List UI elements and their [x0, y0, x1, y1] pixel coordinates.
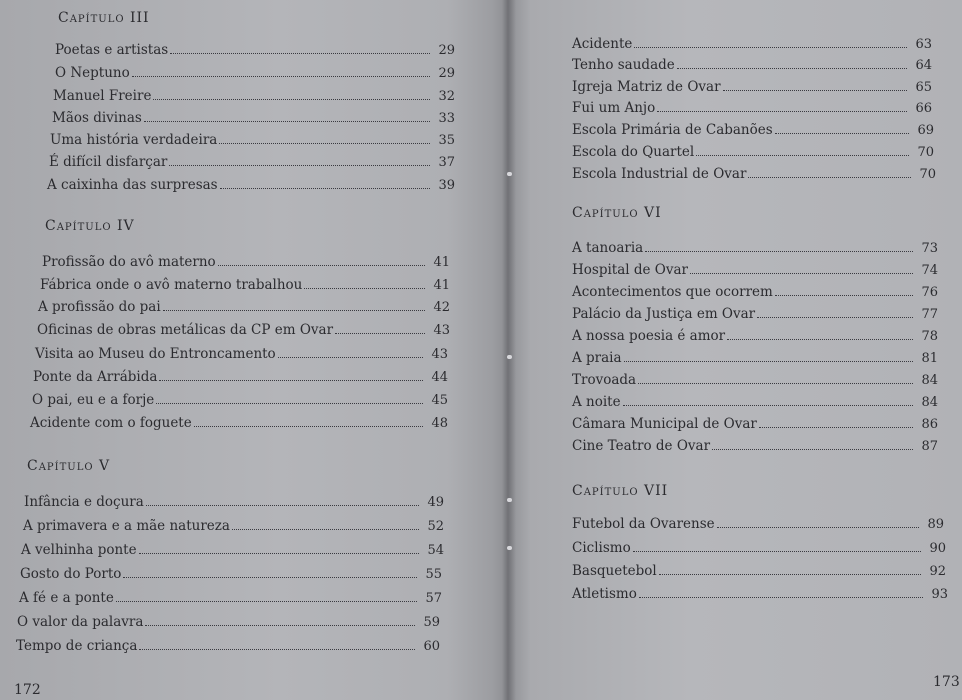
dot-leader: [717, 527, 919, 528]
toc-entry: [572, 324, 938, 344]
entry-page: 92: [929, 564, 946, 579]
toc-entry: [572, 75, 932, 95]
toc-entry: [572, 346, 938, 366]
entry-title: Acidente com o foguete: [30, 415, 192, 431]
page-number: 173: [933, 674, 960, 690]
toc-entry: [23, 514, 444, 534]
entry-title: O Neptuno: [55, 65, 130, 81]
entry-page: 32: [438, 89, 455, 104]
toc-entry: [572, 512, 944, 532]
dot-leader: [139, 649, 415, 650]
entry-page: 70: [919, 167, 936, 182]
entry-page: 64: [915, 58, 932, 73]
toc-entry: [30, 411, 448, 431]
entry-page: 69: [917, 123, 934, 138]
dot-leader: [712, 449, 913, 450]
dot-leader: [156, 403, 423, 404]
dot-leader: [775, 295, 913, 296]
toc-entry: [572, 162, 936, 182]
entry-page: 77: [921, 307, 938, 322]
dot-leader: [727, 339, 913, 340]
entry-title: Câmara Municipal de Ovar: [572, 416, 757, 432]
entry-page: 74: [921, 263, 938, 278]
entry-page: 86: [921, 417, 938, 432]
entry-page: 48: [431, 416, 448, 431]
entry-title: Escola do Quartel: [572, 144, 695, 160]
entry-page: 44: [431, 370, 448, 385]
chapter-heading: Capítulo VI: [572, 205, 662, 221]
dot-leader: [194, 426, 423, 427]
toc-entry: [20, 562, 442, 582]
entry-title: Trovoada: [572, 372, 637, 388]
toc-entry: [572, 280, 938, 300]
toc-entry: [572, 96, 932, 116]
dot-leader: [638, 383, 913, 384]
entry-page: 39: [438, 178, 455, 193]
entry-title: Oficinas de obras metálicas da CP em Ovar: [37, 322, 334, 338]
dot-leader: [639, 597, 923, 598]
entry-page: 35: [438, 133, 455, 148]
entry-page: 49: [427, 495, 444, 510]
toc-entry: [55, 38, 455, 58]
entry-page: 29: [438, 43, 455, 58]
dot-leader: [304, 288, 425, 289]
toc-entry: [16, 634, 440, 654]
entry-title: Futebol da Ovarense: [572, 516, 715, 532]
entry-title: Acidente: [572, 36, 633, 52]
dot-leader: [146, 505, 419, 506]
entry-title: Hospital de Ovar: [572, 262, 688, 278]
entry-title: Escola Primária de Cabanões: [572, 122, 773, 138]
toc-entry: [42, 250, 450, 270]
entry-page: 41: [433, 278, 450, 293]
dot-leader: [645, 251, 913, 252]
entry-page: 84: [921, 395, 938, 410]
toc-entry: [572, 434, 938, 454]
dot-leader: [163, 310, 425, 311]
entry-page: 45: [431, 393, 448, 408]
entry-page: 76: [921, 285, 938, 300]
entry-page: 60: [423, 639, 440, 654]
entry-page: 59: [423, 615, 440, 630]
entry-page: 43: [433, 323, 450, 338]
toc-entry: [572, 118, 934, 138]
binding-stitch: [507, 498, 512, 502]
binding-stitch: [507, 172, 512, 176]
dot-leader: [116, 601, 417, 602]
entry-page: 55: [425, 567, 442, 582]
toc-entry: [572, 368, 938, 388]
dot-leader: [690, 273, 913, 274]
toc-entry: [572, 559, 946, 579]
entry-page: 37: [438, 155, 455, 170]
dot-leader: [759, 427, 913, 428]
dot-leader: [634, 47, 907, 48]
chapter-heading: Capítulo V: [27, 458, 111, 474]
entry-page: 78: [921, 329, 938, 344]
toc-entry: [572, 536, 946, 556]
entry-title: Infância e doçura: [24, 494, 144, 510]
book-gutter: [502, 0, 516, 700]
entry-page: 52: [427, 519, 444, 534]
toc-entry: [37, 318, 450, 338]
binding-stitch: [507, 355, 512, 359]
entry-page: 54: [427, 543, 444, 558]
dot-leader: [633, 551, 921, 552]
entry-title: Tempo de criança: [16, 638, 138, 654]
entry-title: Basquetebol: [572, 563, 657, 579]
entry-title: Manuel Freire: [53, 88, 152, 104]
entry-page: 65: [915, 80, 932, 95]
toc-entry: [47, 173, 455, 193]
entry-title: Acontecimentos que ocorrem: [572, 284, 773, 300]
entry-title: Poetas e artistas: [55, 42, 169, 58]
entry-title: A profissão do pai: [38, 299, 161, 315]
entry-page: 87: [921, 439, 938, 454]
chapter-heading: Capítulo IV: [45, 218, 135, 234]
entry-page: 63: [915, 37, 932, 52]
entry-page: 42: [433, 300, 450, 315]
dot-leader: [132, 76, 430, 77]
dot-leader: [696, 155, 909, 156]
dot-leader: [232, 529, 419, 530]
toc-entry: [24, 490, 444, 510]
dot-leader: [335, 333, 425, 334]
dot-leader: [145, 625, 415, 626]
entry-title: Visita ao Museu do Entroncamento: [35, 346, 276, 362]
entry-title: Fui um Anjo: [572, 100, 656, 116]
entry-page: 90: [929, 541, 946, 556]
entry-page: 70: [917, 145, 934, 160]
entry-page: 57: [425, 591, 442, 606]
dot-leader: [748, 177, 911, 178]
entry-page: 41: [433, 255, 450, 270]
toc-entry: [19, 586, 442, 606]
toc-entry: [40, 273, 450, 293]
entry-title: Uma história verdadeira: [50, 132, 218, 148]
entry-title: A primavera e a mãe natureza: [23, 518, 230, 534]
right-page: [508, 0, 962, 700]
entry-title: A velhinha ponte: [21, 542, 137, 558]
dot-leader: [657, 111, 907, 112]
dot-leader: [623, 405, 913, 406]
toc-entry: [33, 365, 448, 385]
toc-entry: [572, 140, 934, 160]
entry-page: 66: [915, 101, 932, 116]
toc-entry: [52, 106, 455, 126]
entry-title: Profissão do avô materno: [42, 254, 216, 270]
entry-page: 93: [931, 587, 948, 602]
toc-entry: [572, 258, 938, 278]
toc-entry: [572, 390, 938, 410]
toc-entry: [572, 582, 948, 602]
toc-entry: [35, 342, 448, 362]
entry-title: Tenho saudade: [572, 57, 675, 73]
entry-title: Fábrica onde o avô materno trabalhou: [40, 277, 303, 293]
entry-title: O pai, eu e a forje: [32, 392, 155, 408]
entry-title: A noite: [572, 394, 621, 410]
entry-page: 73: [921, 241, 938, 256]
dot-leader: [123, 577, 417, 578]
entry-title: É difícil disfarçar: [49, 154, 168, 170]
entry-title: Atletismo: [572, 586, 637, 602]
entry-title: Igreja Matriz de Ovar: [572, 79, 721, 95]
dot-leader: [775, 133, 909, 134]
chapter-heading: Capítulo VII: [572, 483, 669, 499]
dot-leader: [159, 380, 423, 381]
entry-title: O valor da palavra: [17, 614, 144, 630]
toc-entry: [21, 538, 444, 558]
entry-title: Mãos divinas: [52, 110, 142, 126]
entry-title: A praia: [572, 350, 622, 366]
entry-title: Escola Industrial de Ovar: [572, 166, 747, 182]
entry-page: 29: [438, 66, 455, 81]
entry-title: Gosto do Porto: [20, 566, 122, 582]
entry-page: 43: [431, 347, 448, 362]
dot-leader: [219, 143, 430, 144]
chapter-heading: Capítulo III: [58, 10, 150, 26]
dot-leader: [659, 574, 921, 575]
dot-leader: [169, 165, 430, 166]
toc-entry: [572, 412, 938, 432]
toc-entry: [55, 61, 455, 81]
entry-page: 33: [438, 111, 455, 126]
entry-title: A caixinha das surpresas: [47, 177, 218, 193]
entry-title: A tanoaria: [572, 240, 644, 256]
entry-title: Cine Teatro de Ovar: [572, 438, 711, 454]
dot-leader: [170, 53, 430, 54]
entry-title: A fé e a ponte: [19, 590, 114, 606]
toc-entry: [38, 295, 450, 315]
dot-leader: [757, 317, 913, 318]
toc-entry: [572, 302, 938, 322]
dot-leader: [278, 357, 423, 358]
dot-leader: [218, 265, 425, 266]
entry-page: 89: [927, 517, 944, 532]
dot-leader: [153, 99, 430, 100]
toc-entry: [572, 236, 938, 256]
entry-page: 81: [921, 351, 938, 366]
dot-leader: [677, 68, 907, 69]
dot-leader: [723, 90, 907, 91]
toc-entry: [572, 32, 932, 52]
entry-title: Ciclismo: [572, 540, 631, 556]
dot-leader: [220, 188, 430, 189]
toc-entry: [32, 388, 448, 408]
dot-leader: [139, 553, 419, 554]
toc-entry: [53, 84, 455, 104]
entry-title: Ponte da Arrábida: [33, 369, 158, 385]
dot-leader: [624, 361, 913, 362]
toc-entry: [17, 610, 440, 630]
toc-entry: [49, 150, 455, 170]
entry-page: 84: [921, 373, 938, 388]
entry-title: Palácio da Justiça em Ovar: [572, 306, 756, 322]
page-number: 172: [14, 682, 41, 698]
toc-entry: [572, 53, 932, 73]
toc-entry: [50, 128, 455, 148]
entry-title: A nossa poesia é amor: [572, 328, 726, 344]
dot-leader: [144, 121, 430, 122]
binding-stitch: [507, 546, 512, 550]
